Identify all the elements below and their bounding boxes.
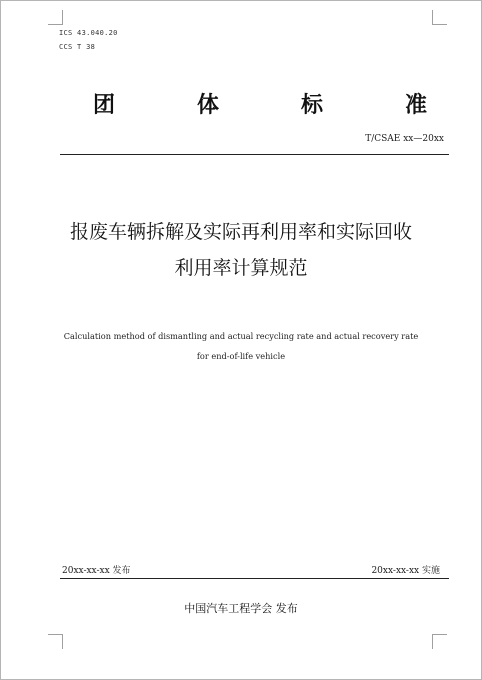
issue-date: 20xx-xx-xx 发布 (62, 566, 131, 576)
bottom-divider (60, 578, 449, 579)
english-title-line: for end-of-life vehicle (196, 351, 286, 361)
chinese-title-line: 报废车辆拆解及实际再利用率和实际回收 (69, 221, 412, 243)
ccs-code: CCS T 38 (59, 43, 96, 51)
ics-code: ICS 43.040.20 (59, 29, 118, 37)
chinese-title-line: 利用率计算规范 (174, 257, 308, 279)
standard-type-char: 团 (92, 93, 115, 118)
standard-type-char: 体 (196, 93, 219, 118)
crop-mark-top-left (48, 10, 63, 25)
standard-type-char: 标 (300, 93, 323, 118)
crop-mark-bottom-right (432, 634, 447, 649)
top-divider (60, 154, 449, 155)
english-title-line: Calculation method of dismantling and actual recycling rate and actual recovery rate (63, 331, 419, 341)
crop-mark-bottom-left (48, 634, 63, 649)
classification-codes (59, 26, 118, 54)
english-title (40, 326, 442, 366)
standard-number: T/CSAE xx—20xx (365, 134, 444, 144)
crop-mark-top-right (432, 10, 447, 25)
chinese-title (40, 214, 442, 286)
implementation-date: 20xx-xx-xx 实施 (371, 566, 440, 576)
standard-type-heading (90, 88, 430, 119)
publisher: 中国汽车工程学会 发布 (184, 602, 298, 615)
standard-type-char: 准 (404, 93, 427, 118)
